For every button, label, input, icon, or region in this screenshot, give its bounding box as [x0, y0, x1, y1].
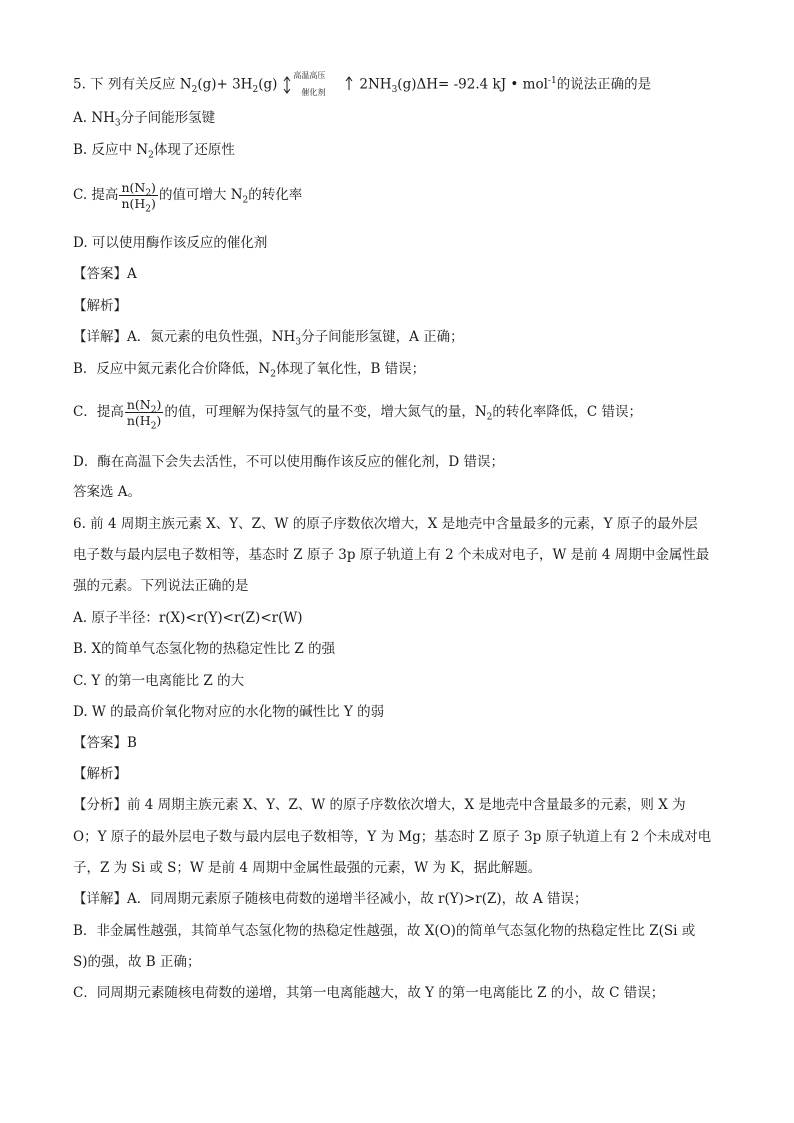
q5-detail-d — [73, 453, 724, 471]
detail-text: C．同周期元素随核电荷数的递增，其第一电离能越大，故 Y 的第一电离能比 Z 的小，故 C 错误； — [73, 985, 665, 1001]
fraction-n2-over-h2 — [119, 180, 158, 215]
subscript: 2 — [145, 188, 152, 199]
q6-stem-line3 — [73, 577, 724, 595]
detail-text: S)的强，故 B 正确； — [73, 954, 201, 970]
q6-detail-b-line2 — [73, 953, 724, 971]
q5-stem-text: 的说法正确的是 — [556, 76, 652, 93]
fraction-text: n(N — [121, 180, 146, 195]
fraction-numerator — [119, 180, 158, 199]
reaction-condition-top: 高温高压 — [293, 71, 326, 80]
q5-stem-text: 2NH — [359, 76, 392, 93]
subscript: 2 — [148, 150, 154, 161]
q5-stem-text: 5. 下 列有关反应 N — [73, 76, 192, 93]
detail-text: 分子间能形氢键，A 正确； — [301, 329, 464, 345]
q5-detail-b — [73, 360, 724, 378]
fraction-text: n(H — [121, 196, 146, 211]
q5-answer — [73, 265, 724, 283]
answer-label: 【答案】B — [73, 735, 137, 751]
q6-option-b — [73, 640, 724, 658]
q5-stem-text: (g)ΔH= -92.4 kJ • mol — [397, 76, 548, 93]
option-text: 分子间能形氢键 — [120, 110, 216, 126]
detail-text: 的值，可理解为保持氢气的量不变，增大氮气的量，N — [164, 404, 487, 420]
q6-detail-b-line1 — [73, 922, 724, 940]
fraction-denominator — [119, 196, 157, 215]
detail-text: 体现了氧化性，B 错误； — [275, 361, 426, 377]
subscript: 3 — [114, 118, 121, 129]
q5-stem — [73, 70, 724, 100]
analysis-label: 【解析】 — [73, 298, 127, 314]
q6-detail-a — [73, 890, 724, 908]
q5-choose — [73, 483, 724, 501]
q5-stem-text: (g) — [258, 76, 278, 93]
subscript: 2 — [270, 369, 276, 380]
option-text: A. NH — [73, 110, 115, 126]
option-text: D. 可以使用酶作该反应的催化剂 — [73, 235, 268, 251]
detail-text: 的转化率降低，C 错误； — [492, 404, 643, 420]
fraction-text: n(N — [126, 397, 151, 412]
q6-answer — [73, 734, 724, 752]
stem-text: 电子数与最内层电子数相等，基态时 Z 原子 3p 原子轨道上有 2 个未成对电子，W 是前 4 周期中金属性最 — [73, 547, 710, 563]
option-text: C. Y 的第一电离能比 Z 的大 — [73, 673, 245, 689]
q5-detail-a — [73, 328, 724, 346]
q5-analysis — [73, 297, 724, 315]
option-text: B. X的简单气态氢化物的热稳定性比 Z 的强 — [73, 641, 336, 657]
subscript: 2 — [242, 195, 249, 206]
q6-fenxi-line3 — [73, 859, 724, 877]
option-text: A. 原子半径：r(X)<r(Y)<r(Z)<r(W) — [73, 610, 303, 626]
q5-detail-c — [73, 394, 724, 430]
q5-option-c — [73, 177, 724, 213]
subscript: 3 — [391, 85, 398, 96]
analysis-text: 子，Z 为 Si 或 S；W 是前 4 周期中金属性最强的元素，W 为 K，据此解题。 — [73, 860, 542, 876]
fraction-n2-over-h2 — [125, 397, 164, 432]
fraction-text: ) — [156, 397, 162, 412]
detail-text: 【详解】A．同周期元素原子随核电荷数的递增半径减小，故 r(Y)>r(Z)，故 A 错误； — [73, 891, 588, 907]
answer-label: 【答案】A — [73, 266, 137, 282]
q6-stem-line2 — [73, 546, 724, 564]
q6-option-c — [73, 672, 724, 690]
q5-option-a — [73, 109, 724, 127]
subscript: 2 — [150, 421, 157, 432]
detail-text: 【详解】A．氮元素的电负性强，NH — [73, 329, 296, 345]
option-text: 的值可增大 N — [158, 187, 243, 203]
q6-fenxi-line1 — [73, 796, 724, 814]
subscript: 2 — [252, 85, 259, 96]
option-text: D. W 的最高价氧化物对应的水化物的碱性比 Y 的弱 — [73, 704, 385, 720]
detail-text: B．非金属性越强，其简单气态氢化物的热稳定性越强，故 X(O)的简单气态氢化物的热稳定性比 Z(Si 或 — [73, 923, 696, 939]
q6-fenxi-line2 — [73, 828, 724, 846]
detail-text: C．提高 — [73, 404, 124, 420]
q5-option-d — [73, 234, 724, 252]
fraction-text: ) — [151, 180, 156, 195]
option-text: 体现了还原性 — [153, 142, 235, 158]
option-text: 的转化率 — [248, 187, 303, 203]
fraction-text: n(H — [126, 413, 151, 428]
reaction-condition-bottom: 催化剂 — [301, 88, 326, 97]
subscript: 2 — [150, 405, 157, 416]
stem-text: 强的元素。下列说法正确的是 — [73, 578, 249, 594]
reaction-arrow — [283, 70, 353, 100]
q6-analysis — [73, 765, 724, 783]
subscript: 2 — [486, 412, 493, 423]
fraction-text: ) — [151, 196, 156, 211]
analysis-text: 【分析】前 4 周期主族元素 X、Y、Z、W 的原子序数依次增大，X 是地壳中含量最多的元素，则 X 为 — [73, 797, 686, 813]
stem-text: 6. 前 4 周期主族元素 X、Y、Z、W 的原子序数依次增大，X 是地壳中含量最多的元素，Y 原子的最外层 — [73, 516, 698, 532]
fraction-text: ) — [156, 413, 162, 428]
conclusion-text: 答案选 A。 — [73, 484, 142, 500]
analysis-text: O；Y 原子的最外层电子数与最内层电子数相等，Y 为 Mg；基态时 Z 原子 3p 原子轨道上有 2 个未成对电 — [73, 829, 712, 845]
superscript: -1 — [547, 76, 557, 86]
subscript: 2 — [145, 204, 152, 215]
q6-stem-line1 — [73, 515, 724, 533]
q5-option-b — [73, 141, 724, 159]
fraction-denominator — [125, 413, 163, 432]
subscript: 2 — [191, 85, 198, 96]
subscript: 3 — [295, 337, 302, 348]
q5-stem-text: (g)+ 3H — [197, 76, 253, 93]
detail-text: B．反应中氮元素化合价降低，N — [73, 361, 271, 377]
option-text: C. 提高 — [73, 187, 119, 203]
q6-detail-c — [73, 984, 724, 1002]
detail-text: D．酶在高温下会失去活性，不可以使用酶作该反应的催化剂，D 错误； — [73, 454, 504, 470]
option-text: B. 反应中 N — [73, 142, 149, 158]
q6-option-a — [73, 609, 724, 627]
q6-option-d — [73, 703, 724, 721]
analysis-label: 【解析】 — [73, 766, 127, 782]
fraction-numerator — [125, 397, 164, 416]
